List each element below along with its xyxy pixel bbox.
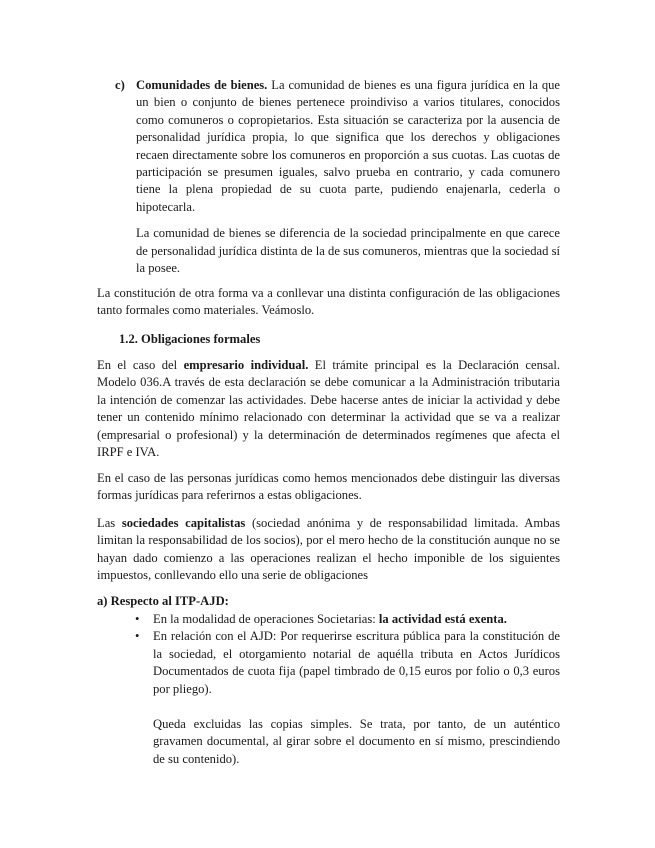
term-empresario: empresario individual.: [183, 358, 309, 372]
list-item-body: [136, 77, 560, 277]
paragraph-constitucion: La constitución de otra forma va a conllevar una distinta configuración de las obligaciones tanto formales como materiales. Veámoslo.: [97, 286, 560, 318]
term-comunidades: Comunidades de bienes.: [136, 78, 268, 92]
paragraph-juridicas: En el caso de las personas jurídicas como hemos mencionados debe distinguir las diversas formas jurídicas para referirnos a estas obligaciones.: [97, 471, 560, 503]
subsection-heading: a) Respecto al ITP-AJD:: [97, 594, 229, 608]
paragraph-sociedades: [97, 515, 560, 585]
term-exenta: la actividad está exenta.: [378, 612, 507, 626]
text-fragment: (sociedad anónima y de responsabilidad limitada. Ambas limitan la responsabilidad de los socios), por el mero hecho de la constitución aunque no se hayan dado comienzo a las operaciones realizan el hecho imponible de los siguientes impuestos, conllevando ello una serie de obligaciones: [97, 516, 560, 583]
bullet-subparagraph: Queda excluidas las copias simples. Se trata, por tanto, de un auténtico gravamen documental, al girar sobre el documento en sí mismo, prescindiendo de su contenido).: [153, 717, 560, 766]
list-marker: c): [115, 78, 125, 92]
paragraph-diferencia: La comunidad de bienes se diferencia de la sociedad principalmente en que carece de personalidad jurídica distinta de la de sus comuneros, mientras que la sociedad sí la posee.: [136, 226, 560, 276]
text-fragment: En la modalidad de operaciones Societarias:: [153, 612, 379, 626]
bullet-icon: •: [135, 629, 140, 644]
bullet-icon: •: [135, 612, 140, 626]
text-fragment: Las: [97, 516, 122, 530]
paragraph-comunidades: [136, 77, 560, 216]
bullet-list: [133, 611, 560, 768]
bullet-text: En relación con el AJD: Por requerirse escritura pública para la constitución de la sociedad, el otorgamiento notarial de aquélla tributa en Actos Jurídicos Documentados de cuota fija (papel timbrado de 0,15 euros por folio o 0,3 euros por pliego).: [153, 629, 560, 696]
bullet-text: [153, 611, 560, 628]
paragraph-empresario: [97, 357, 560, 461]
bullet-item: [133, 628, 560, 768]
text-fragment: El trámite principal es la Declaración censal. Modelo 036.A través de esta declaración se debe comunicar a la Administración tributaria la intención de comenzar las actividades. Debe hacerse antes de iniciar la actividad y debe tener un contenido mínimo relacionado con determinar la actividad que se va a realizar (empresarial o profesional) y la determinación de determinados regímenes que afecta el IRPF e IVA.: [97, 358, 561, 460]
bullet-item: [133, 611, 560, 628]
text-comunidades: La comunidad de bienes es una figura jurídica en la que un bien o conjunto de bienes pertenece proindiviso a varios titulares, conocidos como comuneros o copropietarios. Esta situación se caracteriza por la ausencia de personalidad jurídica propia, lo que significa que los derechos y obligaciones recaen directamente sobre los comuneros en proporción a sus cuotas. Las cuotas de participación se presumen iguales, salvo prueba en contrario, y cada comunero tiene la plena propiedad de su cuota parte, pudiendo enajenarla, cederla o hipotecarla.: [136, 78, 560, 214]
section-heading: 1.2. Obligaciones formales: [119, 332, 261, 346]
text-fragment: En el caso del: [97, 358, 184, 372]
term-sociedades: sociedades capitalistas: [121, 516, 246, 530]
list-item-c: [115, 77, 560, 277]
